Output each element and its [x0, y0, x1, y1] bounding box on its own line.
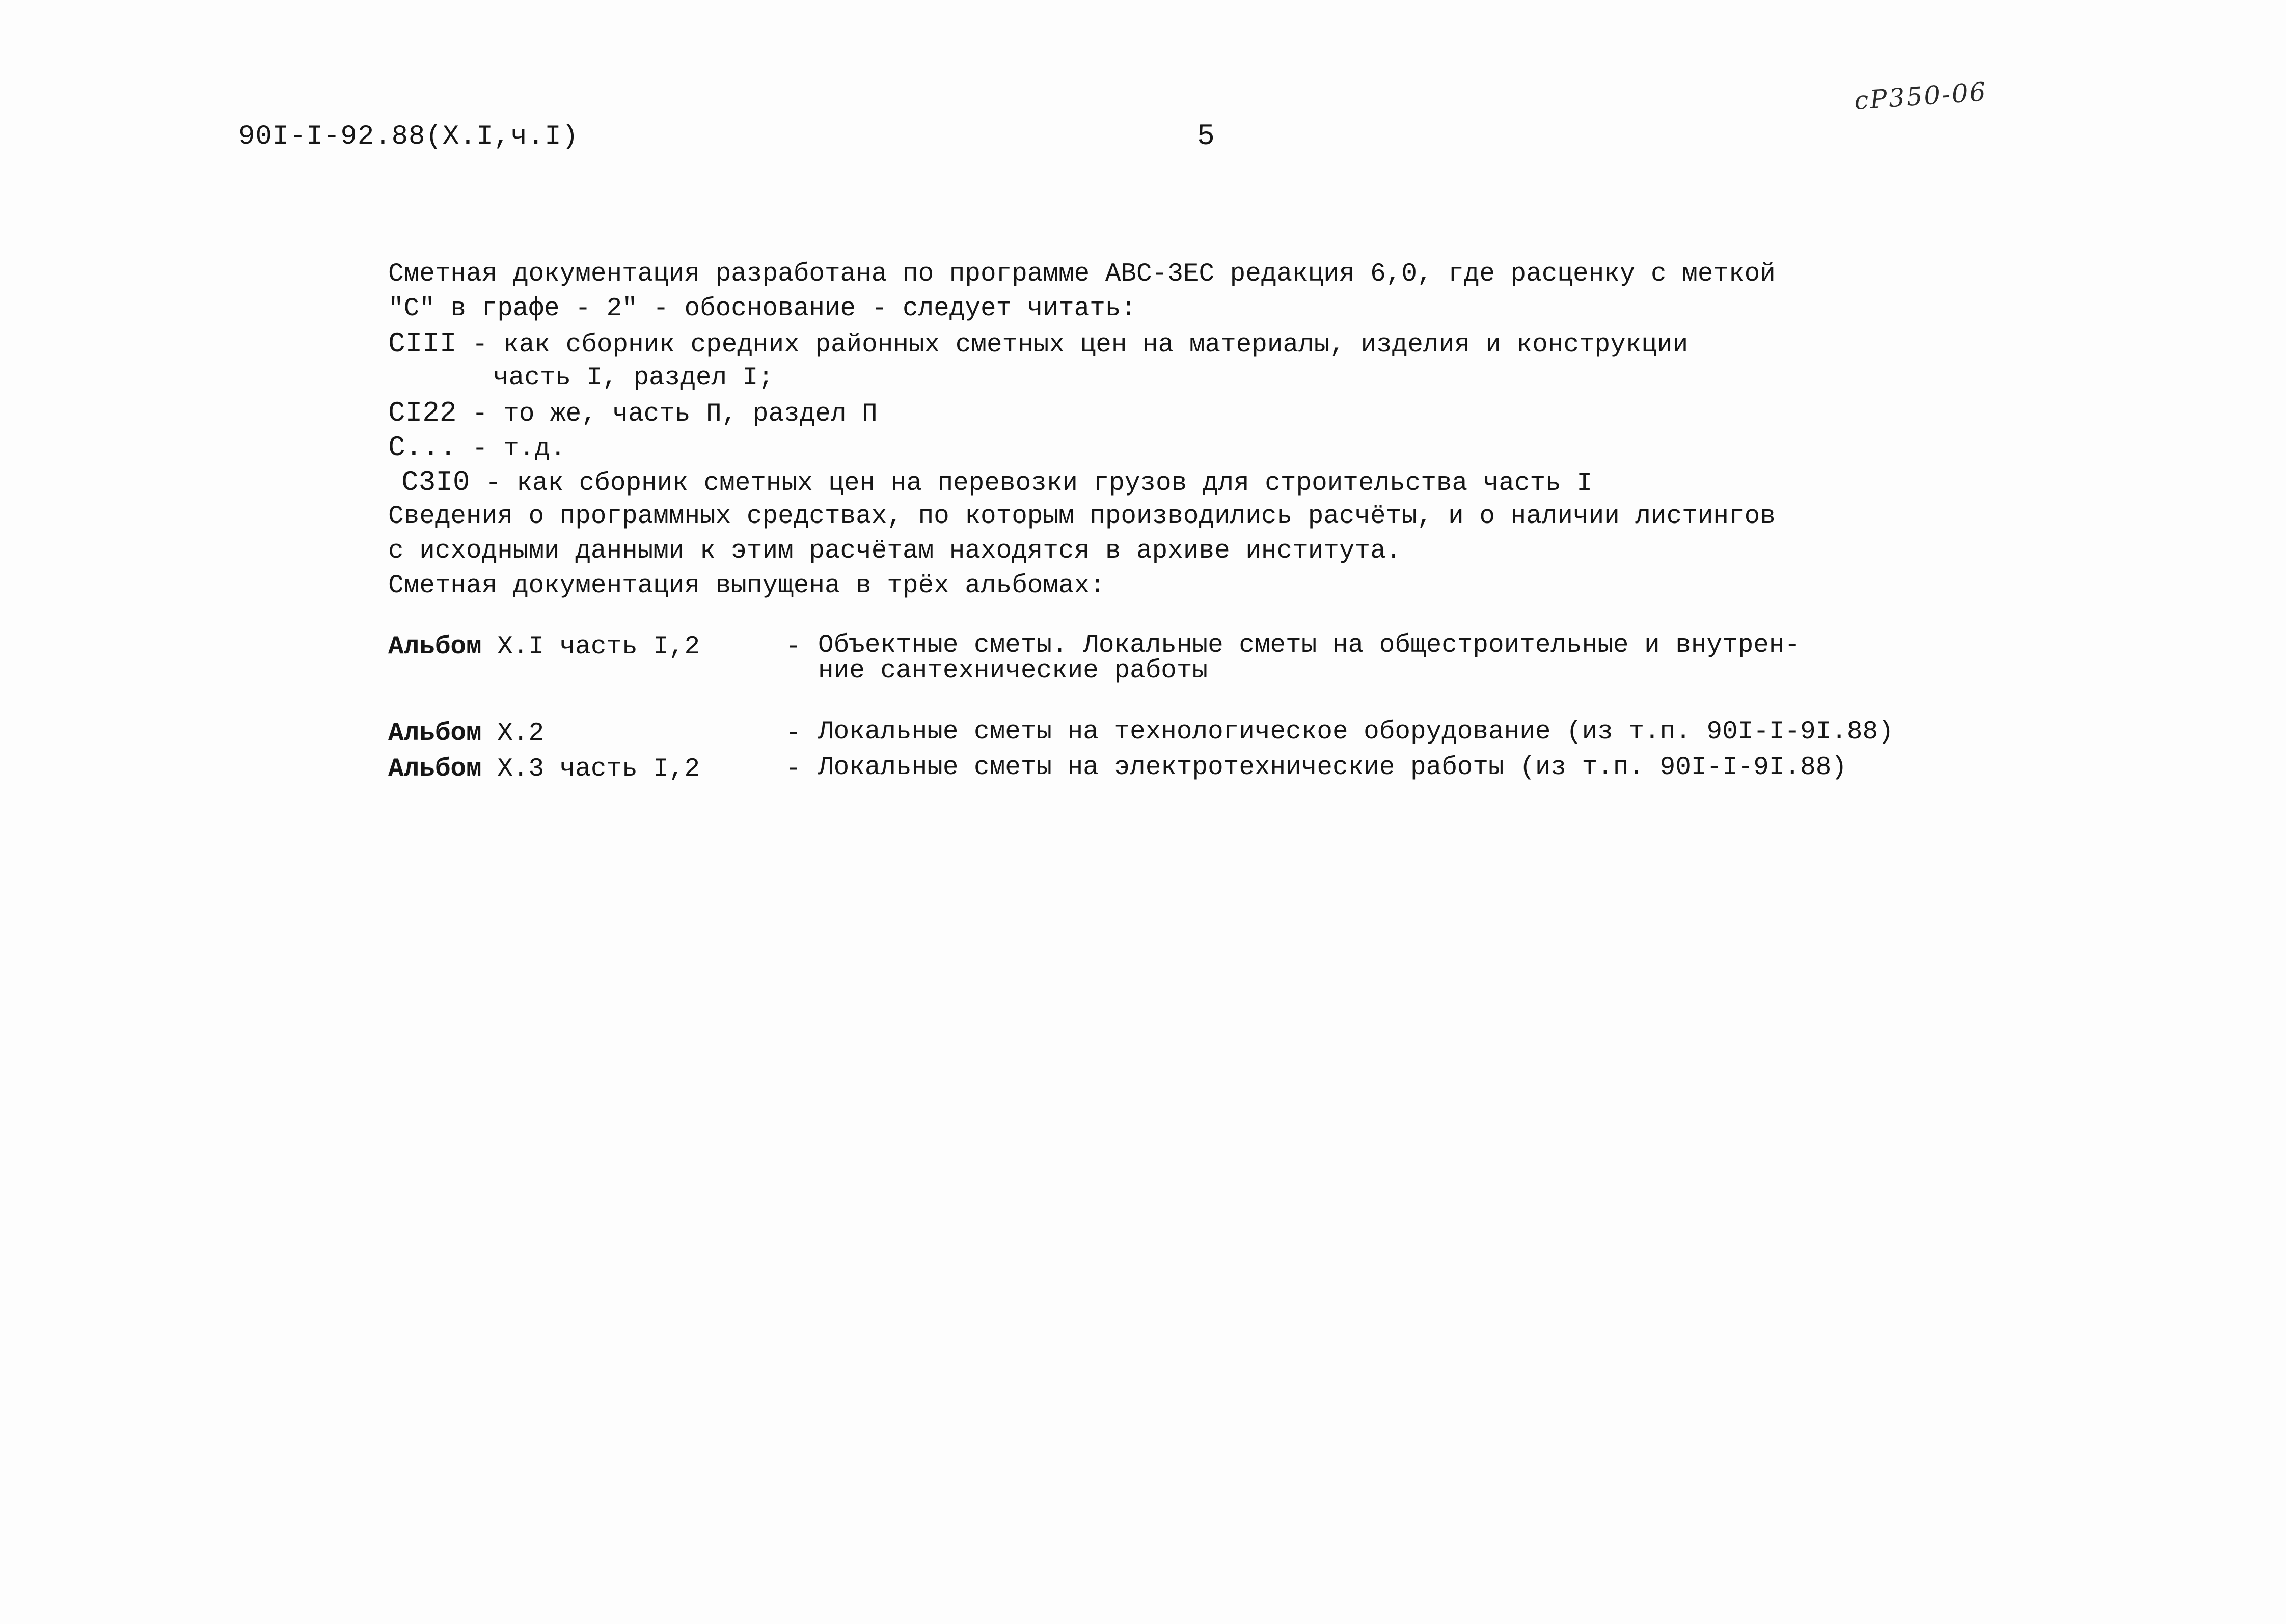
album-title [388, 633, 785, 662]
handwritten-archive-mark: cP350-06 [1853, 76, 1989, 116]
album-title-number: X.I часть I,2 [481, 632, 700, 662]
album-title-number: X.3 часть I,2 [481, 755, 700, 784]
code-line-c122 [388, 396, 2171, 430]
document-code: 90I-I-92.88(X.I,ч.I) [238, 121, 579, 152]
album-dash: - [785, 755, 801, 784]
album-description-line: Объектные сметы. Локальные сметы на общестроительные и внутрен- [818, 631, 1801, 660]
album-title-number: X.2 [481, 719, 545, 748]
code-line-etc [388, 430, 2171, 465]
album-description-line: Локальные сметы на электротехнические работы (из т.п. 90I-I-9I.88) [818, 753, 1847, 782]
album-dash: - [785, 719, 801, 748]
code-description: - то же, часть П, раздел П [456, 400, 878, 429]
code-line-c111 [388, 326, 2171, 361]
album-row [388, 720, 2171, 748]
album-description [818, 755, 2171, 781]
code-description: - т.д. [456, 434, 566, 463]
album-title-label: Альбом [388, 755, 482, 784]
album-description-line: ние сантехнические работы [818, 656, 1208, 685]
album-title-label: Альбом [388, 719, 482, 748]
code-line-continuation: часть I, раздел I; [493, 364, 774, 393]
code-label: С3I0 [401, 466, 470, 499]
code-line-c310 [388, 465, 2171, 500]
code-label: С... [388, 431, 457, 464]
album-description-line: Локальные сметы на технологическое оборудование (из т.п. 90I-I-9I.88) [818, 718, 1894, 747]
album-description [818, 633, 2171, 684]
paragraph-line: Сведения о программных средствах, по которым производились расчёты, и о наличии листингов [388, 502, 1776, 531]
album-title [388, 720, 785, 748]
paragraph-line: с исходными данными к этим расчётам находятся в архиве института. [388, 537, 1402, 566]
album-title-label: Альбом [388, 632, 482, 662]
album-title [388, 755, 785, 784]
album-row [388, 633, 2171, 684]
paragraph-line: "С" в графе - 2" - обоснование - следует читать: [388, 294, 1137, 323]
page-number: 5 [1197, 120, 1215, 153]
paragraph-line: Сметная документация разработана по программе АВС-3ЕС редакция 6,0, где расценку с меткой [388, 260, 1776, 289]
body-text [388, 257, 2171, 603]
albums-list [388, 633, 2171, 784]
code-description: - как сборник сметных цен на перевозки грузов для строительства часть I [470, 469, 1592, 498]
code-label: CIII [388, 327, 457, 360]
album-dash: - [785, 632, 801, 662]
album-row [388, 755, 2171, 784]
paragraph-line: Сметная документация выпущена в трёх альбомах: [388, 571, 1105, 600]
code-label: CI22 [388, 397, 457, 429]
code-description: - как сборник средних районных сметных цен на материалы, изделия и конструкции [456, 331, 1689, 360]
album-description [818, 720, 2171, 745]
